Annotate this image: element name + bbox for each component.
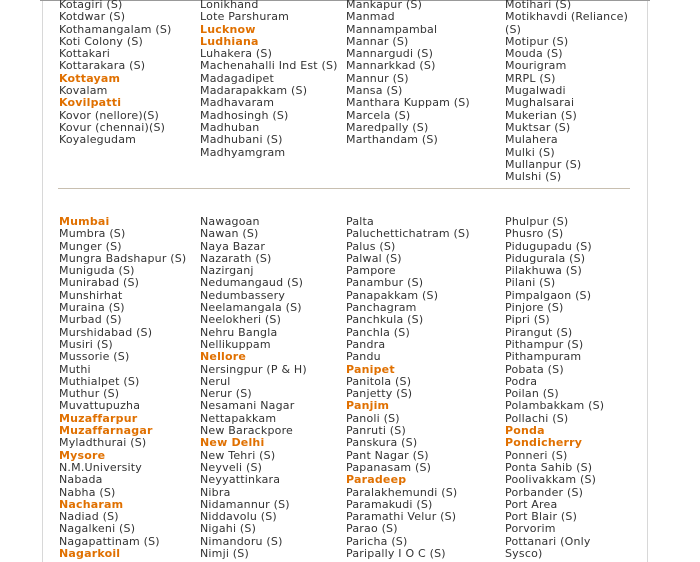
location-item: Mankapur (S)	[346, 0, 423, 11]
location-item: Paralakhemundi (S)	[346, 485, 458, 499]
location-item: Nazirganj	[200, 264, 254, 278]
location-item: Kothamangalam (S)	[59, 22, 172, 36]
location-item: Porvorim	[505, 522, 556, 536]
location-item: Panapakkam (S)	[346, 288, 439, 302]
location-item: Kovur (chennai)(S)	[59, 120, 166, 134]
location-item: Kovalam	[59, 84, 108, 98]
location-item: Muniguda (S)	[59, 264, 135, 278]
location-column	[505, 0, 655, 183]
location-item: Neelokheri (S)	[200, 313, 282, 327]
location-item: Paripally I O C (S)	[346, 547, 446, 561]
location-item: Mugalwadi	[505, 84, 566, 98]
location-item: Musiri (S)	[59, 337, 113, 351]
location-item: Mumbra (S)	[59, 227, 126, 241]
location-item: Mannampambal	[346, 22, 438, 36]
location-item: Nerur (S)	[200, 387, 252, 401]
section-divider	[58, 188, 630, 189]
location-item: Paramakudi (S)	[346, 497, 433, 511]
location-item: Palta	[346, 215, 374, 228]
location-item: Mourigram	[505, 59, 567, 73]
location-item: Koyalegudam	[59, 133, 137, 147]
location-item: Manthara Kuppam (S)	[346, 96, 470, 110]
location-column	[346, 216, 496, 560]
location-item: Mungra Badshapur (S)	[59, 251, 187, 265]
location-item: Sysco)	[505, 547, 543, 561]
location-item: Pandu	[346, 350, 381, 364]
location-item: Mannarkkad (S)	[346, 59, 436, 73]
location-link[interactable]: Lucknow	[200, 22, 256, 36]
location-item: Panitola (S)	[346, 374, 412, 388]
location-link[interactable]: Muzaffarpur	[59, 411, 138, 425]
location-item: Palus (S)	[346, 239, 396, 253]
location-item: Pithampuram	[505, 350, 582, 364]
location-item: Pottanari (Only	[505, 534, 591, 548]
location-item: Nabha (S)	[59, 485, 116, 499]
location-item: Nawagoan	[200, 215, 260, 228]
location-item: Nazarath (S)	[200, 251, 272, 265]
location-item: Nidamannur (S)	[200, 497, 290, 511]
location-column	[505, 216, 655, 560]
location-item: Muthi	[59, 362, 91, 376]
location-item: Munshirhat	[59, 288, 123, 302]
location-item: Mulshi (S)	[505, 170, 562, 184]
location-link[interactable]: Ponda	[505, 424, 545, 438]
location-item: Nellikuppam	[200, 337, 271, 351]
location-column	[200, 0, 350, 159]
location-item: Pilakhuwa (S)	[505, 264, 582, 278]
location-item: Pipri (S)	[505, 313, 550, 327]
location-item: Phusro (S)	[505, 227, 564, 241]
location-item: Panchla (S)	[346, 325, 410, 339]
location-link[interactable]: Mumbai	[59, 215, 110, 228]
location-link[interactable]: Nellore	[200, 350, 247, 364]
location-link[interactable]: Ludhiana	[200, 34, 259, 48]
location-item: Ponneri (S)	[505, 448, 568, 462]
location-item: Madhosingh (S)	[200, 108, 289, 122]
location-item: Mouda (S)	[505, 47, 563, 61]
location-link[interactable]: Paradeep	[346, 473, 407, 487]
location-item: Madhavaram	[200, 96, 275, 110]
location-item: Myladthurai (S)	[59, 436, 147, 450]
location-item: N.M.University	[59, 460, 143, 474]
location-column	[200, 216, 350, 560]
location-item: Pidugurala (S)	[505, 251, 586, 265]
location-item: Panchkula (S)	[346, 313, 424, 327]
location-item: Neyyattinkara	[200, 473, 281, 487]
location-item: Nesamani Nagar	[200, 399, 295, 413]
location-item: Nabada	[59, 473, 103, 487]
location-link[interactable]: Muzaffarnagar	[59, 424, 153, 438]
location-item: Luhakera (S)	[200, 47, 273, 61]
location-item: Naya Bazar	[200, 239, 266, 253]
location-item: Pilani (S)	[505, 276, 556, 290]
location-item: Koti Colony (S)	[59, 34, 144, 48]
location-item: Pant Nagar (S)	[346, 448, 429, 462]
location-item: Panchagram	[346, 301, 417, 315]
location-item: Nagapattinam (S)	[59, 534, 160, 548]
location-item: Kotagiri (S)	[59, 0, 123, 11]
location-item: Mulki (S)	[505, 145, 555, 159]
location-item: Nibra	[200, 485, 231, 499]
location-item: Marthandam (S)	[346, 133, 439, 147]
location-item: Madagadipet	[200, 71, 274, 85]
location-item: Kottarakara (S)	[59, 59, 146, 73]
location-item: New Tehri (S)	[200, 448, 276, 462]
location-item: Poolivakkam (S)	[505, 473, 597, 487]
location-link[interactable]: Mysore	[59, 448, 106, 462]
location-item: Pollachi (S)	[505, 411, 569, 425]
location-link[interactable]: Kottayam	[59, 71, 121, 85]
location-item: Nettapakkam	[200, 411, 277, 425]
location-item: New Barackpore	[200, 424, 294, 438]
location-item: Pobata (S)	[505, 362, 564, 376]
location-item: Paramathi Velur (S)	[346, 510, 457, 524]
location-item: Panskura (S)	[346, 436, 418, 450]
location-item: Murshidabad (S)	[59, 325, 153, 339]
location-item: Mannargudi (S)	[346, 47, 434, 61]
location-item: Motipur (S)	[505, 34, 569, 48]
location-link[interactable]: New Delhi	[200, 436, 265, 450]
location-item: Munirabad (S)	[59, 276, 140, 290]
location-column	[346, 0, 496, 147]
location-item: Mannur (S)	[346, 71, 409, 85]
location-item: Port Blair (S)	[505, 510, 578, 524]
location-item: Palwal (S)	[346, 251, 402, 265]
location-item: Nerul	[200, 374, 231, 388]
location-item: Motihari (S)	[505, 0, 572, 11]
location-column	[59, 0, 209, 147]
location-item: Murbad (S)	[59, 313, 122, 327]
location-link[interactable]: Pondicherry	[505, 436, 583, 450]
location-item: Panruti (S)	[346, 424, 406, 438]
location-item: Muthur (S)	[59, 387, 120, 401]
location-item: Maredpally (S)	[346, 120, 429, 134]
location-item: Mansa (S)	[346, 84, 403, 98]
location-item: Paricha (S)	[346, 534, 408, 548]
location-item: Porbander (S)	[505, 485, 584, 499]
location-item: Pimpalgaon (S)	[505, 288, 592, 302]
location-item: Kotdwar (S)	[59, 10, 126, 24]
location-item: Podra	[505, 374, 538, 388]
location-item: Papanasam (S)	[346, 460, 432, 474]
location-item: Manmad	[346, 10, 395, 24]
location-item: Mukerian (S)	[505, 108, 577, 122]
location-item: Port Area	[505, 497, 558, 511]
location-item: Pandra	[346, 337, 386, 351]
location-item: Pidugupadu (S)	[505, 239, 592, 253]
location-item: Niddavolu (S)	[200, 510, 277, 524]
location-item: Machenahalli Ind Est (S)	[200, 59, 338, 73]
location-item: Parao (S)	[346, 522, 398, 536]
location-item: Mughalsarai	[505, 96, 575, 110]
location-item: Neyveli (S)	[200, 460, 263, 474]
location-item: Muraina (S)	[59, 301, 125, 315]
location-item: Madarapakkam (S)	[200, 84, 308, 98]
location-link[interactable]: Panjim	[346, 399, 390, 413]
location-item: Muthialpet (S)	[59, 374, 140, 388]
location-item: Madhuban	[200, 120, 260, 134]
location-item: Nehru Bangla	[200, 325, 278, 339]
location-item: Motikhavdi (Reliance)	[505, 10, 629, 24]
location-item: Nedumbassery	[200, 288, 286, 302]
location-item: Madhyamgram	[200, 145, 286, 159]
location-item: (S)	[505, 22, 522, 36]
location-link[interactable]: Nagarkoil	[59, 547, 121, 561]
location-item: Marcela (S)	[346, 108, 411, 122]
location-item: Mussorie (S)	[59, 350, 130, 364]
location-item: Muvattupuzha	[59, 399, 141, 413]
location-item: Nedumangaud (S)	[200, 276, 304, 290]
location-item: Nimji (S)	[200, 547, 249, 561]
location-item: MRPL (S)	[505, 71, 556, 85]
location-item: Pinjore (S)	[505, 301, 564, 315]
location-item: Pirangut (S)	[505, 325, 573, 339]
location-item: Mullanpur (S)	[505, 157, 582, 171]
location-link[interactable]: Kovilpatti	[59, 96, 122, 110]
location-item: Ponta Sahib (S)	[505, 460, 593, 474]
location-item: Pampore	[346, 264, 396, 278]
location-item: Panambur (S)	[346, 276, 424, 290]
location-item: Nigahi (S)	[200, 522, 257, 536]
location-item: Nersingpur (P & H)	[200, 362, 307, 376]
location-link[interactable]: Panipet	[346, 362, 395, 376]
location-item: Lote Parshuram	[200, 10, 290, 24]
location-item: Poilan (S)	[505, 387, 559, 401]
location-item: Lonikhand	[200, 0, 259, 11]
location-item: Nagalkeni (S)	[59, 522, 136, 536]
location-item: Neelamangala (S)	[200, 301, 302, 315]
location-item: Mannar (S)	[346, 34, 409, 48]
location-item: Panjetty (S)	[346, 387, 413, 401]
location-item: Kovor (nellore)(S)	[59, 108, 160, 122]
location-item: Nadiad (S)	[59, 510, 119, 524]
location-item: Paluchettichatram (S)	[346, 227, 470, 241]
location-item: Nawan (S)	[200, 227, 259, 241]
location-item: Phulpur (S)	[505, 215, 569, 228]
location-item: Nimandoru (S)	[200, 534, 283, 548]
location-item: Panoli (S)	[346, 411, 400, 425]
location-column	[59, 216, 209, 560]
location-item: Kottakari	[59, 47, 111, 61]
location-link[interactable]: Nacharam	[59, 497, 124, 511]
location-item: Mulahera	[505, 133, 558, 147]
location-item: Madhubani (S)	[200, 133, 283, 147]
location-item: Muktsar (S)	[505, 120, 571, 134]
location-item: Munger (S)	[59, 239, 122, 253]
location-item: Polambakkam (S)	[505, 399, 605, 413]
location-item: Pithampur (S)	[505, 337, 584, 351]
